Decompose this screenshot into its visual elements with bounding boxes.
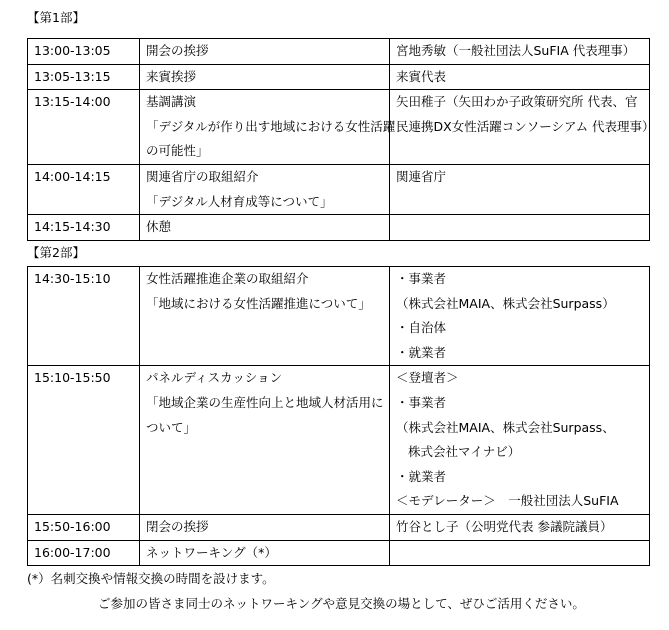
- time-cell: 15:50-16:00: [28, 514, 140, 540]
- part1-label: 【第1部】: [27, 10, 85, 25]
- time-cell: 13:00-13:05: [28, 39, 140, 65]
- speaker-cell: 矢田稚子（矢田わか子政策研究所 代表、官 民連携DX女性活躍コンソーシアム 代表理事）: [390, 90, 650, 165]
- table-row: [28, 267, 650, 366]
- time-cell: 15:10-15:50: [28, 366, 140, 515]
- table-row: [28, 215, 650, 241]
- speaker-cell: [390, 215, 650, 241]
- speaker-cell: 宮地秀敏（一般社団法人SuFIA 代表理事）: [390, 39, 650, 65]
- time-cell: 14:30-15:10: [28, 267, 140, 366]
- time-cell: 13:15-14:00: [28, 90, 140, 165]
- program-cell: 女性活躍推進企業の取組紹介 「地域における女性活躍推進について」: [140, 267, 390, 366]
- time-cell: 16:00-17:00: [28, 540, 140, 566]
- speaker-cell: 竹谷とし子（公明党代表 参議院議員）: [390, 514, 650, 540]
- program-cell: 基調講演 「デジタルが作り出す地域における女性活躍 の可能性」: [140, 90, 390, 165]
- footnote: (*）名刺交換や情報交換の時間を設けます。: [27, 571, 275, 586]
- program-cell: 来賓挨拶: [140, 64, 390, 90]
- speaker-cell: [390, 540, 650, 566]
- table-row: [28, 39, 650, 65]
- part1-schedule-table: [27, 38, 655, 241]
- program-cell: 閉会の挨拶: [140, 514, 390, 540]
- time-cell: 14:00-14:15: [28, 164, 140, 214]
- table-row: [28, 540, 650, 566]
- table-row: [28, 164, 650, 214]
- program-cell: 休憩: [140, 215, 390, 241]
- table-row: [28, 514, 650, 540]
- speaker-cell: ・事業者 （株式会社MAIA、株式会社Surpass） ・自治体 ・就業者: [390, 267, 650, 366]
- speaker-cell: 来賓代表: [390, 64, 650, 90]
- time-cell: 14:15-14:30: [28, 215, 140, 241]
- part2-schedule-table: [27, 266, 650, 566]
- program-cell: パネルディスカッション 「地域企業の生産性向上と地域人材活用に ついて」: [140, 366, 390, 515]
- table-row: [28, 90, 650, 165]
- table-row: [28, 64, 650, 90]
- program-cell: 関連省庁の取組紹介 「デジタル人材育成等について」: [140, 164, 390, 214]
- speaker-cell: ＜登壇者＞ ・事業者 （株式会社MAIA、株式会社Surpass、 株式会社マイナビ） ・就業者 ＜モデレーター＞ 一般社団法人SuFIA: [390, 366, 650, 515]
- part2-label: 【第2部】: [27, 245, 85, 260]
- speaker-cell: 関連省庁: [390, 164, 650, 214]
- table-row: [28, 366, 650, 515]
- closing-note: ご参加の皆さま同士のネットワーキングや意見交換の場として、ぜひご活用ください。: [98, 596, 585, 611]
- time-cell: 13:05-13:15: [28, 64, 140, 90]
- program-cell: 開会の挨拶: [140, 39, 390, 65]
- program-cell: ネットワーキング（*）: [140, 540, 390, 566]
